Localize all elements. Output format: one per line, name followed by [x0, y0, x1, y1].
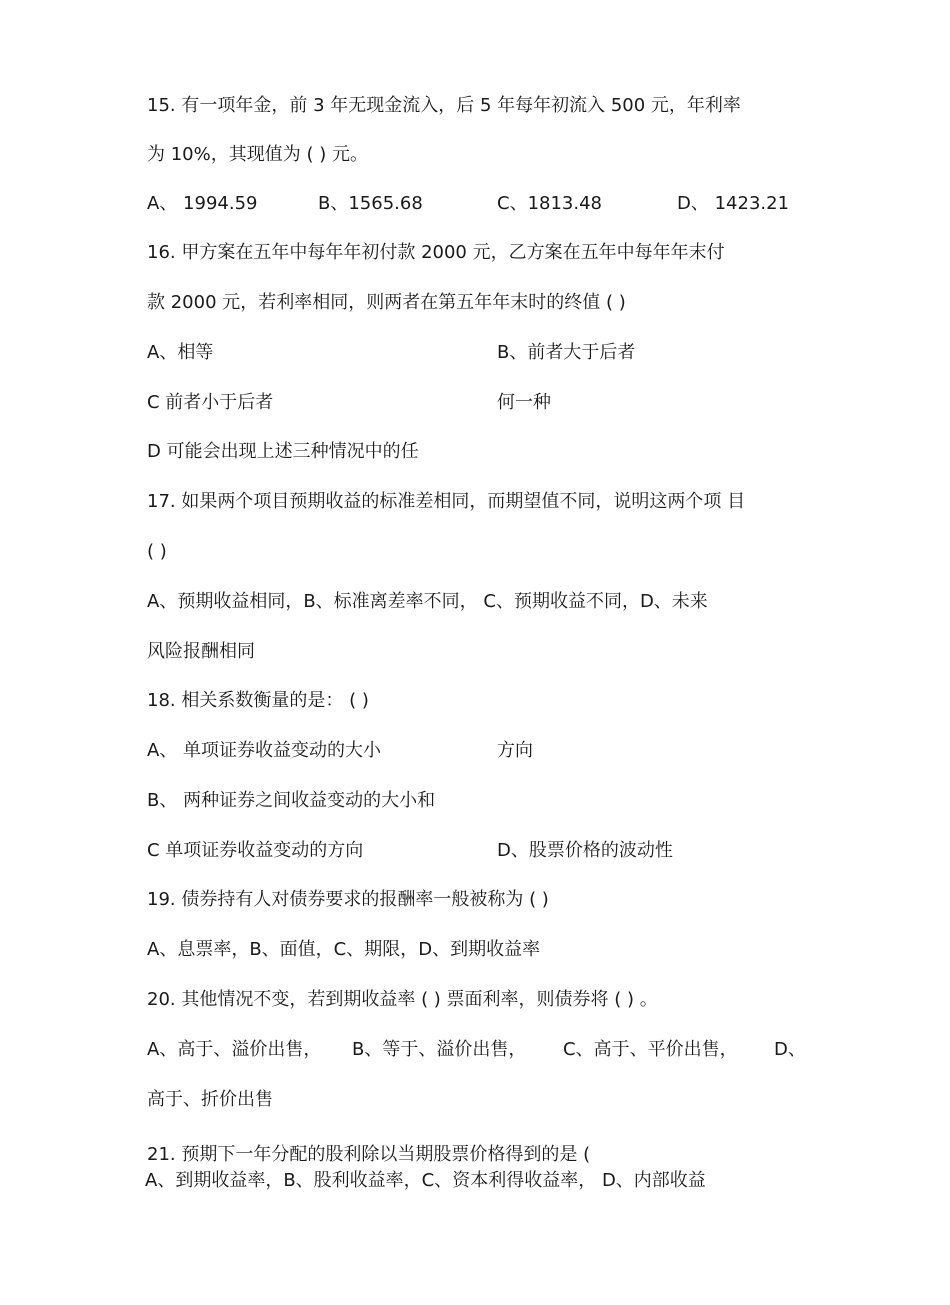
q16-option-c: C 前者小于后者 [147, 392, 274, 413]
q18-stem: 18. 相关系数衡量的是： ( ) [147, 690, 369, 711]
q16-stem-line1: 16. 甲方案在五年中每年年初付款 2000 元，乙方案在五年中每年年末付 [147, 242, 725, 263]
q20-option-b: B、等于、溢价出售， [352, 1039, 527, 1060]
q17-options-line2: 风险报酬相同 [147, 641, 255, 662]
q15-option-a: A、 1994.59 [147, 193, 258, 214]
q15-stem-line1: 15. 有一项年金，前 3 年无现金流入，后 5 年每年初流入 500 元，年利率 [147, 95, 741, 116]
q16-option-c-right: 何一种 [497, 392, 551, 413]
q16-option-b: B、前者大于后者 [497, 342, 636, 363]
q21-stem: 21. 预期下一年分配的股利除以当期股票价格得到的是 ( [147, 1144, 591, 1165]
q19-options: A、息票率，B、面值，C、期限，D、到期收益率 [147, 939, 541, 960]
q20-option-d: D、 [774, 1039, 806, 1060]
q19-stem: 19. 债券持有人对债券要求的报酬率一般被称为 ( ) [147, 889, 549, 910]
q20-stem: 20. 其他情况不变，若到期收益率 ( ) 票面利率，则债券将 ( ) 。 [147, 989, 658, 1010]
q21-options: A、到期收益率，B、股利收益率，C、资本利得收益率， D、内部收益 [145, 1170, 706, 1191]
q17-stem-line2: ( ) [147, 541, 167, 562]
q16-stem-line2: 款 2000 元，若利率相同，则两者在第五年年末时的终值 ( ) [147, 292, 626, 313]
q18-option-a-right: 方向 [497, 740, 533, 761]
q15-option-b: B、1565.68 [318, 193, 423, 214]
q16-option-d: D 可能会出现上述三种情况中的任 [147, 441, 419, 462]
q18-option-c: C 单项证券收益变动的方向 [147, 840, 364, 861]
q17-stem-line1: 17. 如果两个项目预期收益的标准差相同，而期望值不同，说明这两个项 目 [147, 491, 746, 512]
q15-option-c: C、1813.48 [497, 193, 603, 214]
q18-option-a: A、 单项证券收益变动的大小 [147, 740, 382, 761]
q20-option-c: C、高于、平价出售， [563, 1039, 738, 1060]
q15-option-d: D、 1423.21 [677, 193, 790, 214]
q16-option-a: A、相等 [147, 342, 214, 363]
q17-options-line1: A、预期收益相同，B、标准离差率不同， C、预期收益不同，D、未来 [147, 591, 708, 612]
q18-option-d: D、股票价格的波动性 [497, 840, 673, 861]
q20-option-a: A、高于、溢价出售， [147, 1039, 322, 1060]
q20-options-line2: 高于、折价出售 [147, 1089, 273, 1110]
q15-stem-line2: 为 10%，其现值为 ( ) 元。 [147, 144, 368, 165]
q18-option-b: B、 两种证券之间收益变动的大小和 [147, 790, 436, 811]
